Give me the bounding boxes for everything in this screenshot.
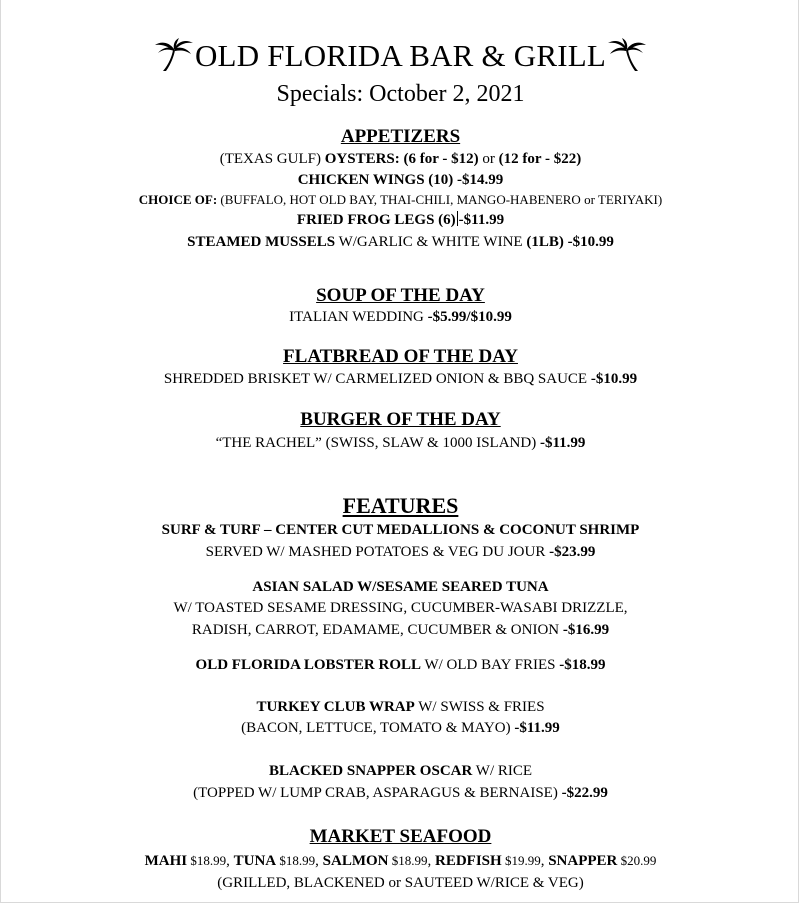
palm-tree-icon — [606, 38, 648, 72]
surf-turf-name: SURF & TURF – CENTER CUT MEDALLIONS & COCONUT SHRIMP — [161, 522, 640, 538]
asian-salad-name: ASIAN SALAD W/SESAME SEARED TUNA — [252, 579, 549, 595]
oysters-six: OYSTERS: (6 for - $12) — [324, 151, 479, 167]
fish-price: $20.99 — [617, 853, 657, 868]
market-fish-line — [1, 852, 799, 870]
asian-salad-price: -$16.99 — [562, 622, 610, 638]
mussels-line — [1, 233, 799, 251]
turkey-wrap-name: TURKEY CLUB WRAP — [256, 699, 415, 715]
oysters-or: or — [478, 151, 499, 167]
soup-price: -$5.99/$10.99 — [427, 309, 512, 325]
burger-item: “THE RACHEL” (SWISS, SLAW & 1000 ISLAND) — [215, 435, 540, 451]
oysters-line — [1, 150, 799, 168]
fish-price: $19.99 — [501, 853, 541, 868]
soup-item: ITALIAN WEDDING — [289, 309, 428, 325]
specials-date: Specials: October 2, 2021 — [276, 81, 525, 107]
fish-name: SNAPPER — [548, 853, 618, 869]
lobster-roll-line — [1, 656, 799, 674]
fish-separator: , — [427, 853, 435, 869]
flatbread-heading: FLATBREAD OF THE DAY — [283, 346, 518, 367]
turkey-wrap-desc2: (BACON, LETTUCE, TOMATO & MAYO) — [241, 720, 515, 736]
turkey-wrap-desc2-line — [1, 719, 799, 737]
burger-price: -$11.99 — [539, 435, 586, 451]
fish-price: $18.99 — [388, 853, 428, 868]
text-cursor — [457, 211, 458, 226]
wings-choice-line — [1, 192, 799, 208]
frog-legs-line — [1, 211, 799, 229]
snapper-oscar-desc2-line — [1, 784, 799, 802]
lobster-roll-price: -$18.99 — [559, 657, 606, 673]
snapper-oscar-desc1: W/ RICE — [472, 763, 533, 779]
snapper-oscar-desc2: (TOPPED W/ LUMP CRAB, ASPARAGUS & BERNAISE) — [193, 785, 562, 801]
fish-name: MAHI — [144, 853, 188, 869]
mussels-name: STEAMED MUSSELS — [187, 234, 336, 250]
frog-legs-name: FRIED FROG LEGS (6) — [296, 212, 456, 228]
fish-name: REDFISH — [435, 853, 502, 869]
lobster-roll-desc: W/ OLD BAY FRIES — [421, 657, 560, 673]
mussels-price: (1LB) -$10.99 — [526, 234, 614, 250]
features-heading: FEATURES — [342, 493, 459, 518]
appetizers-heading: APPETIZERS — [340, 126, 461, 147]
fish-separator: , — [315, 853, 323, 869]
asian-salad-desc1: W/ TOASTED SESAME DRESSING, CUCUMBER-WASABI DRIZZLE, — [173, 600, 628, 616]
frog-legs-price: -$11.99 — [458, 212, 505, 228]
turkey-wrap-price: -$11.99 — [514, 720, 560, 736]
choice-label: CHOICE OF: — [138, 192, 218, 207]
restaurant-title: OLD FLORIDA BAR & GRILL — [194, 38, 607, 73]
fish-price: $18.99 — [187, 853, 227, 868]
market-seafood-heading: MARKET SEAFOOD — [309, 826, 492, 847]
wings-line: CHICKEN WINGS (10) -$14.99 — [297, 172, 504, 188]
fish-separator: , — [540, 853, 549, 869]
surf-turf-desc-line — [1, 543, 799, 561]
soup-heading: SOUP OF THE DAY — [316, 285, 485, 306]
oysters-twelve: (12 for - $22) — [498, 151, 582, 167]
asian-salad-desc2: RADISH, CARROT, EDAMAME, CUCUMBER & ONION — [191, 622, 563, 638]
flatbread-item: SHREDDED BRISKET W/ CARMELIZED ONION & BBQ SAUCE — [163, 371, 591, 387]
burger-heading: BURGER OF THE DAY — [300, 409, 501, 430]
snapper-oscar-name: BLACKED SNAPPER OSCAR — [268, 763, 473, 779]
turkey-wrap-line — [1, 698, 799, 716]
fish-price: $18.99 — [276, 853, 316, 868]
restaurant-title-line — [1, 38, 799, 74]
burger-line — [1, 434, 799, 452]
market-prep-line: (GRILLED, BLACKENED or SAUTEED W/RICE & VEG) — [217, 875, 584, 891]
fish-name: SALMON — [322, 853, 389, 869]
surf-turf-desc: SERVED W/ MASHED POTATOES & VEG DU JOUR — [205, 544, 550, 560]
palm-tree-icon — [153, 38, 195, 72]
turkey-wrap-desc1: W/ SWISS & FRIES — [414, 699, 545, 715]
oysters-origin: (TEXAS GULF) — [219, 151, 325, 167]
choice-options: (BUFFALO, HOT OLD BAY, THAI-CHILI, MANGO-HABENERO or TERIYAKI) — [217, 192, 663, 207]
snapper-oscar-price: -$22.99 — [561, 785, 608, 801]
asian-salad-desc2-line — [1, 621, 799, 639]
flatbread-line — [1, 370, 799, 388]
mussels-desc: W/GARLIC & WHITE WINE — [335, 234, 527, 250]
flatbread-price: -$10.99 — [590, 371, 638, 387]
surf-turf-price: -$23.99 — [549, 544, 596, 560]
fish-name: TUNA — [233, 853, 277, 869]
soup-line — [1, 308, 799, 326]
fish-separator: , — [226, 853, 234, 869]
snapper-oscar-line — [1, 762, 799, 780]
lobster-roll-name: OLD FLORIDA LOBSTER ROLL — [195, 657, 421, 673]
